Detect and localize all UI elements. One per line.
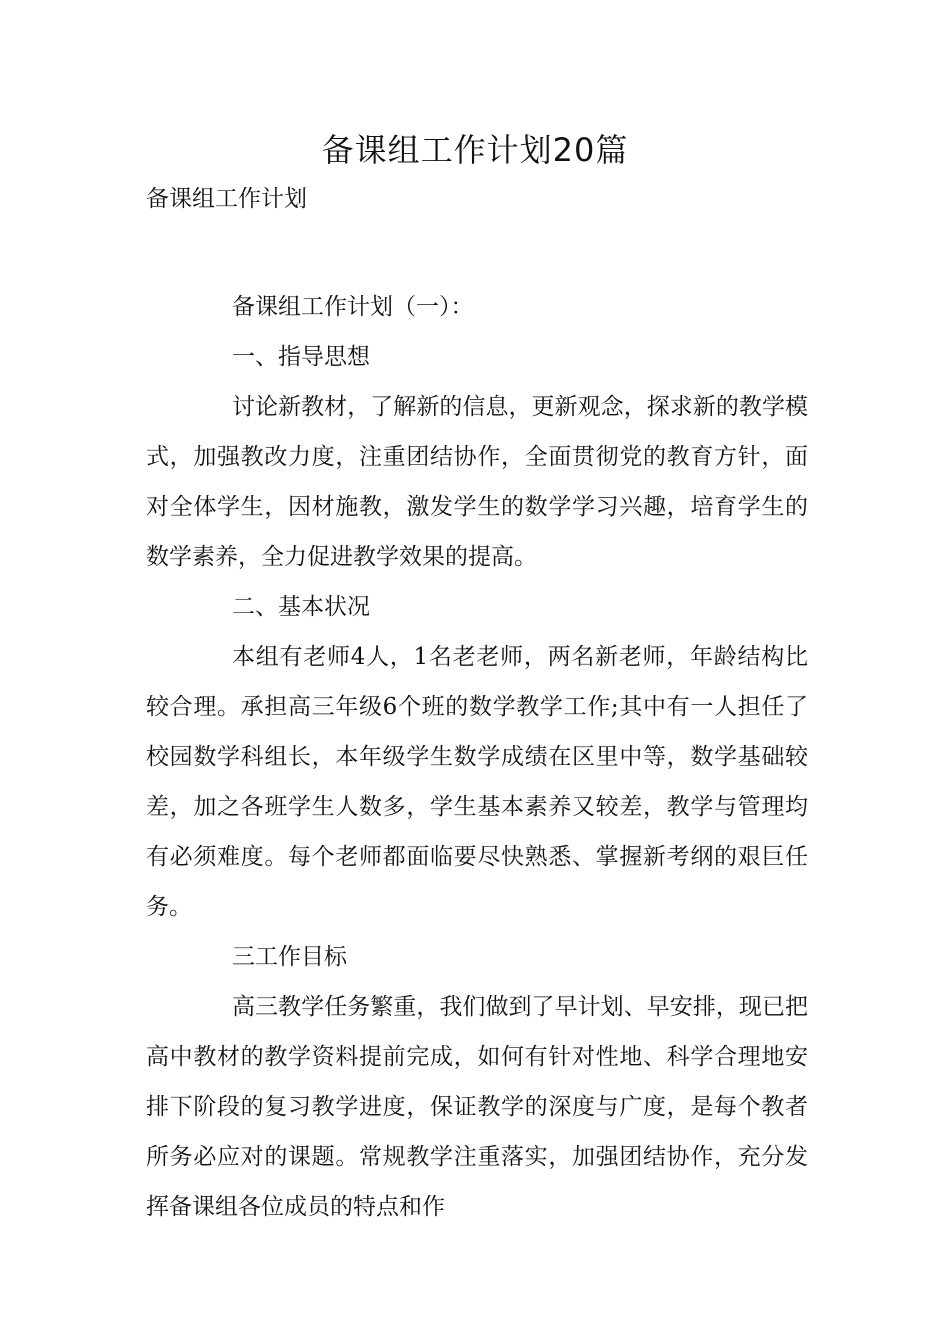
plan-heading: 备课组工作计划（一）：: [232, 294, 474, 320]
section-heading-guiding-thought: 一、指导思想: [232, 344, 370, 370]
document-body: [146, 282, 808, 1232]
document-title: 备课组工作计划20篇: [321, 131, 629, 169]
paragraph-work-goals: 高三教学任务繁重，我们做到了早计划、早安排，现已把高中教材的教学资料提前完成，如何有针对性地、科学合理地安排下阶段的复习教学进度，保证教学的深度与广度，是每个教者所务必应对的课题。常规教学注重落实，加强团结协作，充分发挥备课组各位成员的特点和作: [146, 994, 808, 1220]
section-heading-work-goals: 三工作目标: [232, 944, 347, 970]
document-subtitle: 备课组工作计划: [146, 186, 307, 212]
paragraph-guiding-thought: 讨论新教材，了解新的信息，更新观念，探求新的教学模式，加强教改力度，注重团结协作，全面贯彻党的教育方针，面对全体学生，因材施教，激发学生的数学学习兴趣，培育学生的数学素养，全力促进教学效果的提高。: [146, 394, 808, 570]
paragraph-basic-situation: 本组有老师4人，1名老老师，两名新老师，年龄结构比较合理。承担高三年级6个班的数学教学工作;其中有一人担任了校园数学科组长，本年级学生数学成绩在区里中等，数学基础较差，加之各班学生人数多，学生基本素养又较差，教学与管理均有必须难度。每个老师都面临要尽快熟悉、掌握新考纲的艰巨任务。: [146, 644, 808, 920]
section-heading-basic-situation: 二、基本状况: [232, 594, 370, 620]
